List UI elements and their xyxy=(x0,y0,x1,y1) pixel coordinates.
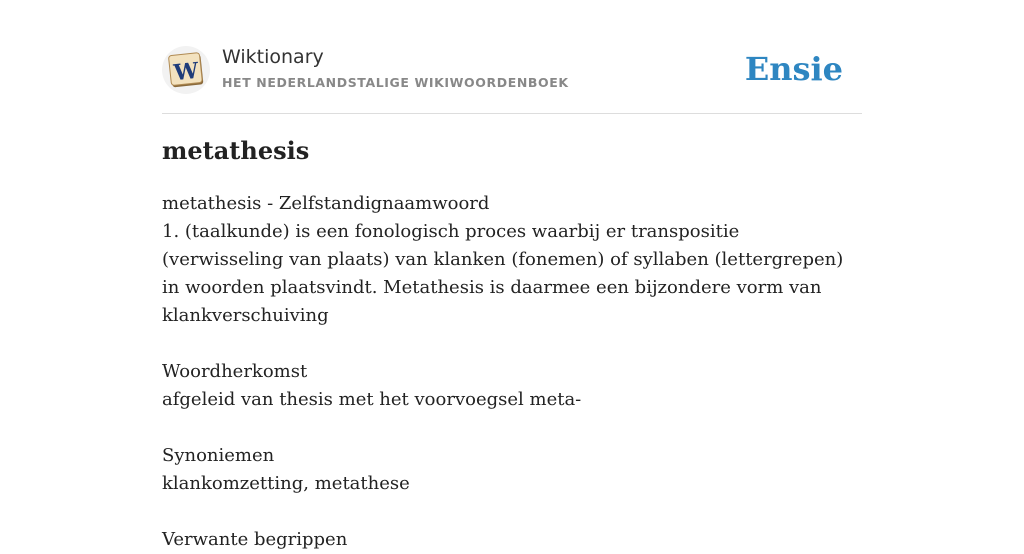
entry-content xyxy=(162,190,862,554)
related-label: Verwante begrippen xyxy=(162,529,348,550)
etymology-label: Woordherkomst xyxy=(162,361,308,382)
entry-heading-line: metathesis - Zelfstandignaamwoord xyxy=(162,193,490,214)
wiktionary-w-tile-icon xyxy=(162,46,210,94)
site-header xyxy=(162,44,862,114)
ensie-brand-logo[interactable]: Ensie xyxy=(744,50,843,88)
etymology-text: afgeleid van thesis met het voorvoegsel meta- xyxy=(162,389,582,410)
synonyms-label: Synoniemen xyxy=(162,445,275,466)
site-tagline: HET NEDERLANDSTALIGE WIKIWOORDENBOEK xyxy=(222,75,569,90)
spacer xyxy=(162,330,862,358)
synonyms-text: klankomzetting, metathese xyxy=(162,473,410,494)
page-title: metathesis xyxy=(162,136,310,165)
wiktionary-logo-icon[interactable] xyxy=(162,46,210,94)
entry-definition: 1. (taalkunde) is een fonologisch proces waarbij er transpositie (verwisseling van plaats) van klanken (fonemen) of syllaben (lettergrepen) in woorden plaatsvindt. Metathesis is daarmee een bijzondere vorm van klankverschuiving xyxy=(162,221,844,326)
spacer xyxy=(162,414,862,442)
spacer xyxy=(162,498,862,526)
site-name[interactable]: Wiktionary xyxy=(222,46,324,68)
svg-text:W: W xyxy=(172,57,200,87)
